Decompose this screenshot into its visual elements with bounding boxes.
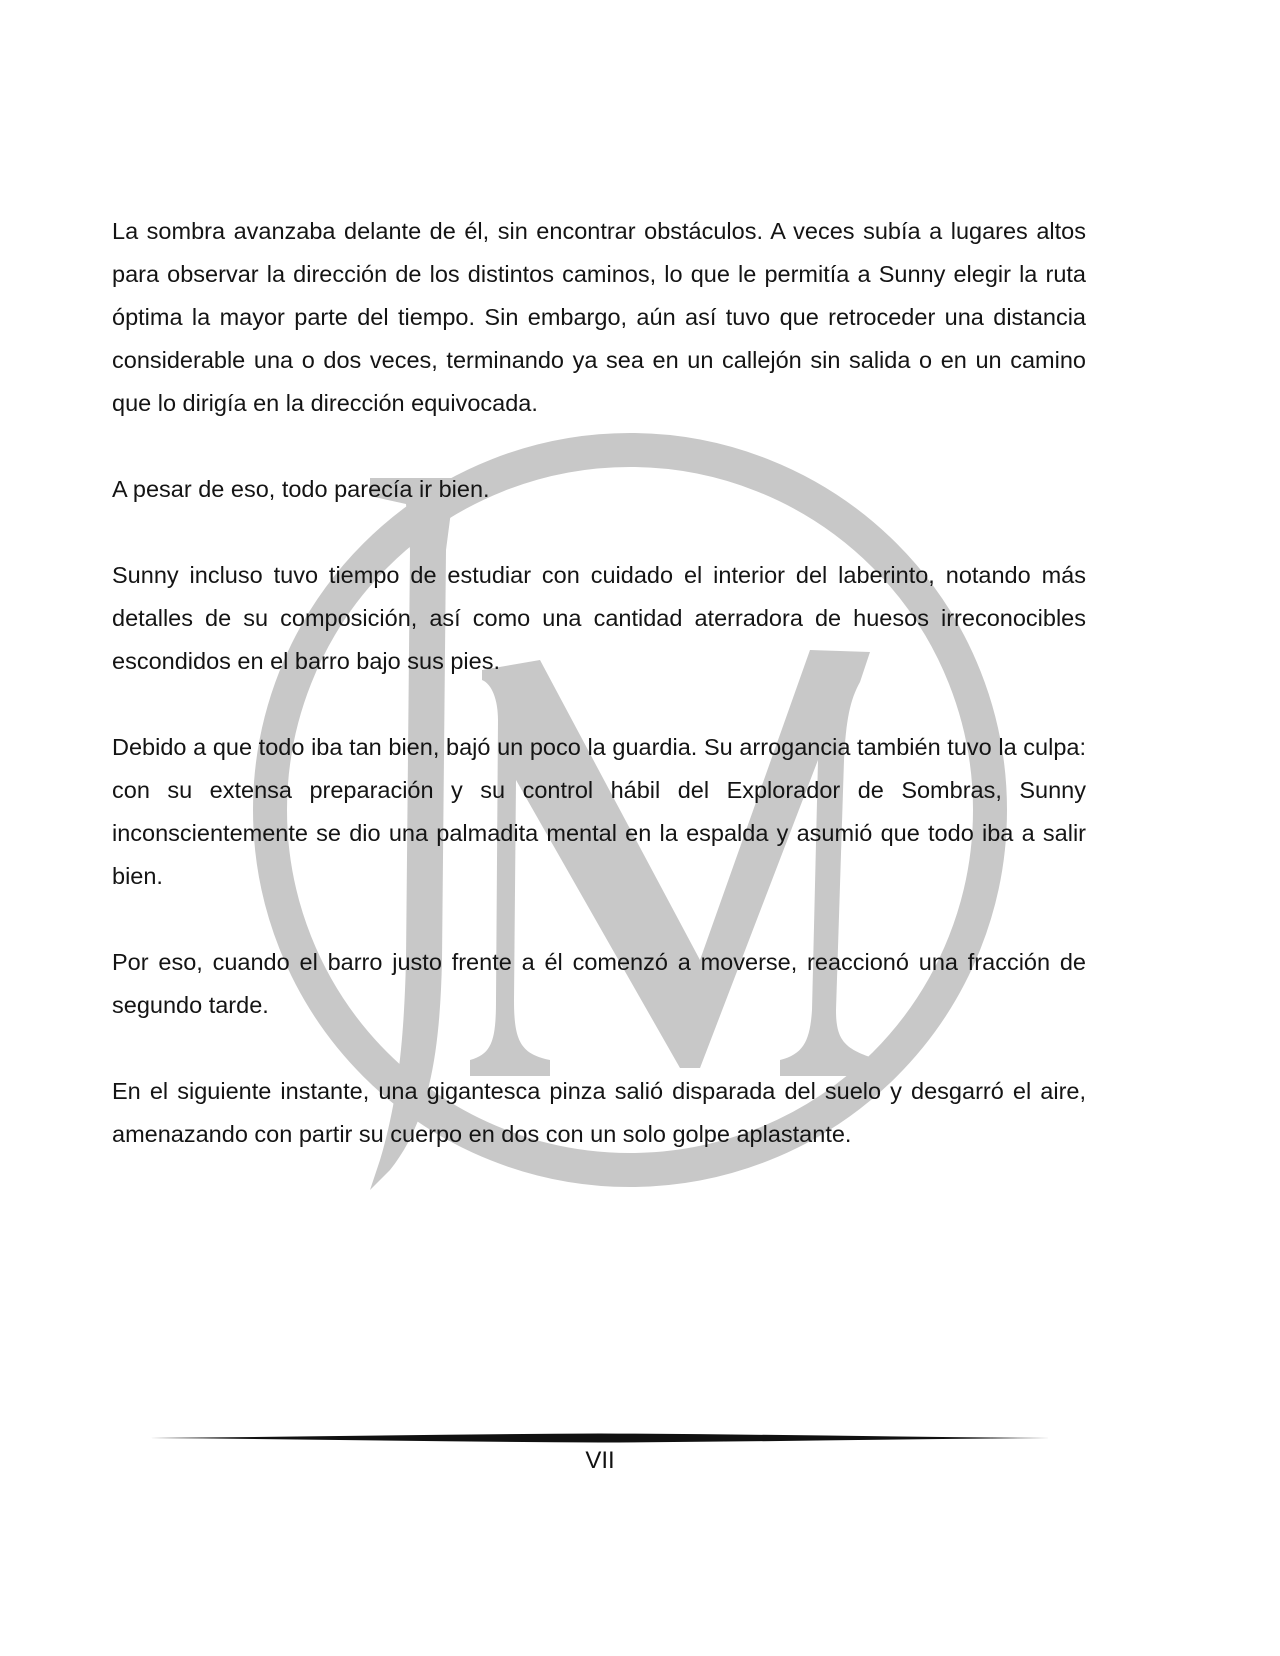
chapter-text <box>112 210 1086 1199</box>
paragraph: Sunny incluso tuvo tiempo de estudiar con cuidado el interior del laberinto, notando más detalles de su composición, así como una cantidad aterradora de huesos irreconocibles escondidos en el barro bajo sus pies. <box>112 562 1086 674</box>
paragraph: A pesar de eso, todo parecía ir bien. <box>112 476 490 502</box>
footer-divider <box>150 1432 1050 1444</box>
paragraph: En el siguiente instante, una gigantesca pinza salió disparada del suelo y desgarró el aire, amenazando con partir su cuerpo en dos con un solo golpe aplastante. <box>112 1078 1086 1147</box>
paragraph: Por eso, cuando el barro justo frente a él comenzó a moverse, reaccionó una fracción de segundo tarde. <box>112 949 1086 1018</box>
paragraph: La sombra avanzaba delante de él, sin encontrar obstáculos. A veces subía a lugares altos para observar la dirección de los distintos caminos, lo que le permitía a Sunny elegir la ruta óptima la mayor parte del tiempo. Sin embargo, aún así tuvo que retroceder una distancia considerable una o dos veces, terminando ya sea en un callejón sin salida o en un camino que lo dirigía en la dirección equivocada. <box>112 218 1086 416</box>
paragraph: Debido a que todo iba tan bien, bajó un poco la guardia. Su arrogancia también tuvo la culpa: con su extensa preparación y su control hábil del Explorador de Sombras, Sunny inconscientemente se dio una palmadita mental en la espalda y asumió que todo iba a salir bien. <box>112 734 1086 889</box>
page-number: VII <box>585 1447 615 1474</box>
